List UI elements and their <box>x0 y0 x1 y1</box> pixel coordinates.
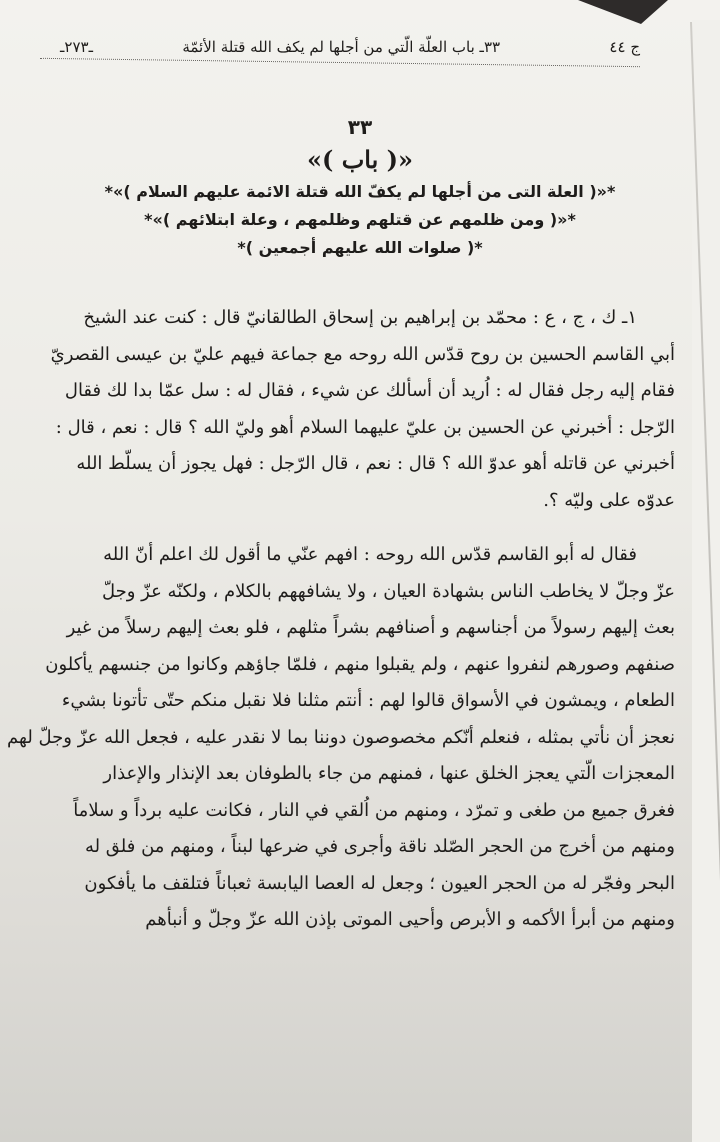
text-line: ومنهم من أخرج من الحجر الصّلد ناقة وأجرى في ضرعها لبناً ، ومنهم من فلق له <box>84 836 675 857</box>
paragraph-hadith-1 <box>45 300 675 519</box>
running-chapter-title: ٣٣ـ باب العلّة الّتي من أجلها لم يكف الله قتلة الأئمّة <box>182 38 501 56</box>
chapter-number: ٣٣ <box>347 115 373 139</box>
text-line: ١ـ ك ، ج ، ع : محمّد بن إبراهيم بن إسحاق الطالقانيّ قال : كنت عند الشيخ <box>83 307 637 328</box>
text-line: البحر وفجّر له من الحجر العيون ؛ وجعل له العصا اليابسة ثعباناً فتلقف ما يأفكون <box>84 872 675 894</box>
text-line: فقال له أبو القاسم قدّس الله روحه : افهم عنّي ما أقول لك اعلم أنّ الله <box>103 544 637 565</box>
text-line: أبي القاسم الحسين بن روح قدّس الله روحه مع جماعة فيهم عليّ بن عيسى القصريّ <box>50 343 675 365</box>
text-line: بعث إليهم رسولاً من أجناسهم و أصنافهم بشراً مثلهم ، فلو بعث إليهم رسلاً من غير <box>66 617 675 638</box>
text-line: الرّجل : أخبرني عن الحسين بن عليّ عليهما السلام أهو وليّ الله ؟ قال : نعم ، قال : <box>55 416 675 438</box>
text-line: فقام إليه رجل فقال له : اُريد أن أسألك عن شيء ، فقال له : سل عمّا بدا لك فقال <box>64 380 675 401</box>
text-line: المعجزات الّتي يعجز الخلق عنها ، فمنهم من جاء بالطوفان بعد الإنذار والإعذار <box>103 763 675 784</box>
running-header <box>60 26 640 56</box>
chapter-title-line-2: *«( ومن ظلمهم عن قتلهم وظلمهم ، وعلة ابتلائهم )»* <box>144 210 576 229</box>
text-line: فغرق جميع من طغى و تمرّد ، ومنهم من اُلقي في النار ، فكانت عليه برداً و سلاماً <box>73 799 675 821</box>
volume-number: ج ٤٤ <box>609 38 640 56</box>
chapter-label: «( باب )» <box>306 145 413 174</box>
text-line: صنفهم وصورهم لنفروا عنهم ، ولم يقبلوا منهم ، فلمّا جاؤهم وكانوا من جنسهم يأكلون <box>45 653 675 675</box>
paragraph-answer <box>7 537 675 939</box>
header-dotted-rule <box>40 58 640 67</box>
text-line: أخبرني عن قاتله أهو عدوّ الله ؟ قال : نعم ، قال الرّجل : فهل يجوز أن يسلّط الله <box>76 453 675 474</box>
text-line: الطعام ، ويمشون في الأسواق قالوا لهم : أنتم مثلنا فلا نقبل منكم حتّى تأتونا بشيء <box>61 690 675 711</box>
page-number: ـ٢٧٣ـ <box>60 38 93 56</box>
chapter-heading <box>90 112 630 262</box>
chapter-title-line-3: *( صلوات الله عليهم أجمعين )* <box>237 238 483 257</box>
text-line: عدوّه على وليّه ؟. <box>543 489 675 511</box>
book-corner-shadow <box>578 0 668 24</box>
body-text <box>7 300 675 957</box>
chapter-title-line-1: *«( العلة التى من أجلها لم يكفّ الله قتلة الائمة عليهم السلام )»* <box>104 182 616 201</box>
text-line: عزّ وجلّ لا يخاطب الناس بشهادة العيان ، ولا يشافههم بالكلام ، ولكنّه عزّ وجلّ <box>101 580 675 602</box>
text-line: نعجز أن نأتي بمثله ، فنعلم أنّكم مخصوصون دوننا بما لا نقدر عليه ، فجعل الله عزّ وجلّ لهم <box>7 726 675 748</box>
text-line: ومنهم من أبرأ الأكمه و الأبرص وأحيى الموتى بإذن الله عزّ وجلّ و أنبأهم <box>145 909 675 930</box>
